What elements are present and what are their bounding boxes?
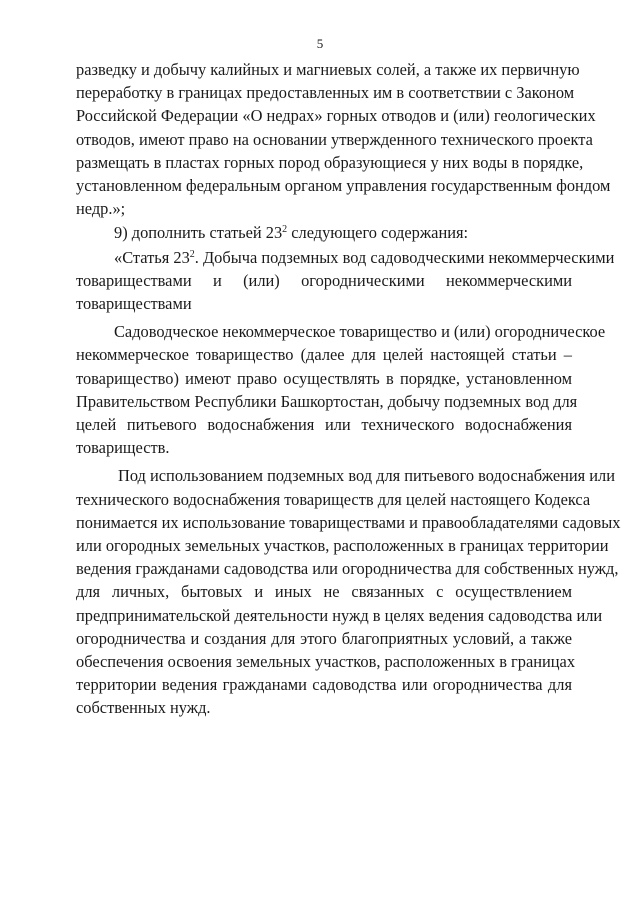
- text-line: Правительством Республики Башкортостан, добычу подземных вод для: [76, 391, 578, 411]
- text-line: разведку и добычу калийных и магниевых солей, а также их первичную: [76, 60, 580, 79]
- article-title-text: «Статья 23: [114, 247, 190, 267]
- text-line: установленном федеральным органом управления государственным фондом: [76, 176, 611, 196]
- paragraph-article-title: [76, 246, 615, 316]
- paragraph-continuation: [76, 58, 611, 220]
- page-number: 5: [316, 36, 324, 51]
- text-line: понимается их использование товариществами и правообладателями садовых: [76, 512, 621, 532]
- superscript: 2: [282, 224, 288, 236]
- text-line: недр.»;: [76, 199, 126, 219]
- text-line: собственных нужд.: [76, 698, 211, 718]
- text-line: товариществами и (или) огородническими некоммерческими: [76, 270, 572, 290]
- text-line: Российской Федерации «О недрах» горных отводов и (или) геологических: [76, 106, 596, 126]
- text-line: отводов, имеют право на основании утвержденного технического проекта: [76, 129, 593, 149]
- text-line: ведения гражданами садоводства или огородничества для собственных нужд,: [76, 559, 619, 579]
- document-body: [76, 58, 621, 720]
- text-line: товариществ.: [76, 438, 170, 458]
- text-line: обеспечения освоения земельных участков, расположенных в границах: [76, 652, 576, 672]
- article-title-text-after: . Добыча подземных вод садоводческими некоммерческими: [194, 247, 615, 267]
- paragraph-item-9: [76, 221, 572, 244]
- text-line: товариществами: [76, 294, 192, 314]
- item-9-text-after: следующего содержания:: [287, 223, 469, 243]
- text-line: размещать в пластах горных пород образующиеся у них воды в порядке,: [76, 152, 584, 172]
- item-9-line: [76, 221, 572, 244]
- text-line: или огородных земельных участков, расположенных в границах территории: [76, 536, 609, 556]
- text-line: территории ведения гражданами садоводства или огородничества для: [76, 675, 572, 695]
- text-line: предпринимательской деятельности нужд в целях ведения садоводства или: [76, 605, 603, 625]
- item-9-text: 9) дополнить статьей 23: [114, 223, 283, 243]
- text-line: товарищество) имеют право осуществлять в порядке, установленном: [76, 368, 572, 388]
- paragraph-article-part-1: [76, 320, 606, 459]
- paragraph-article-part-2: [76, 464, 621, 719]
- text-line: Под использованием подземных вод для питьевого водоснабжения или: [118, 466, 615, 486]
- text-line: целей питьевого водоснабжения или технического водоснабжения: [76, 415, 572, 435]
- text-line: технического водоснабжения товариществ для целей настоящего Кодекса: [76, 489, 591, 509]
- text-line: огородничества и создания для этого благоприятных условий, а также: [76, 628, 572, 648]
- text-line: Садоводческое некоммерческое товарищество и (или) огородническое: [114, 322, 606, 342]
- article-title-line: [76, 246, 615, 269]
- text-line: для личных, бытовых и иных не связанных с осуществлением: [76, 582, 572, 602]
- text-line: переработку в границах предоставленных им в соответствии с Законом: [76, 83, 575, 103]
- superscript: 2: [189, 248, 195, 260]
- text-line: некоммерческое товарищество (далее для целей настоящей статьи –: [76, 345, 572, 365]
